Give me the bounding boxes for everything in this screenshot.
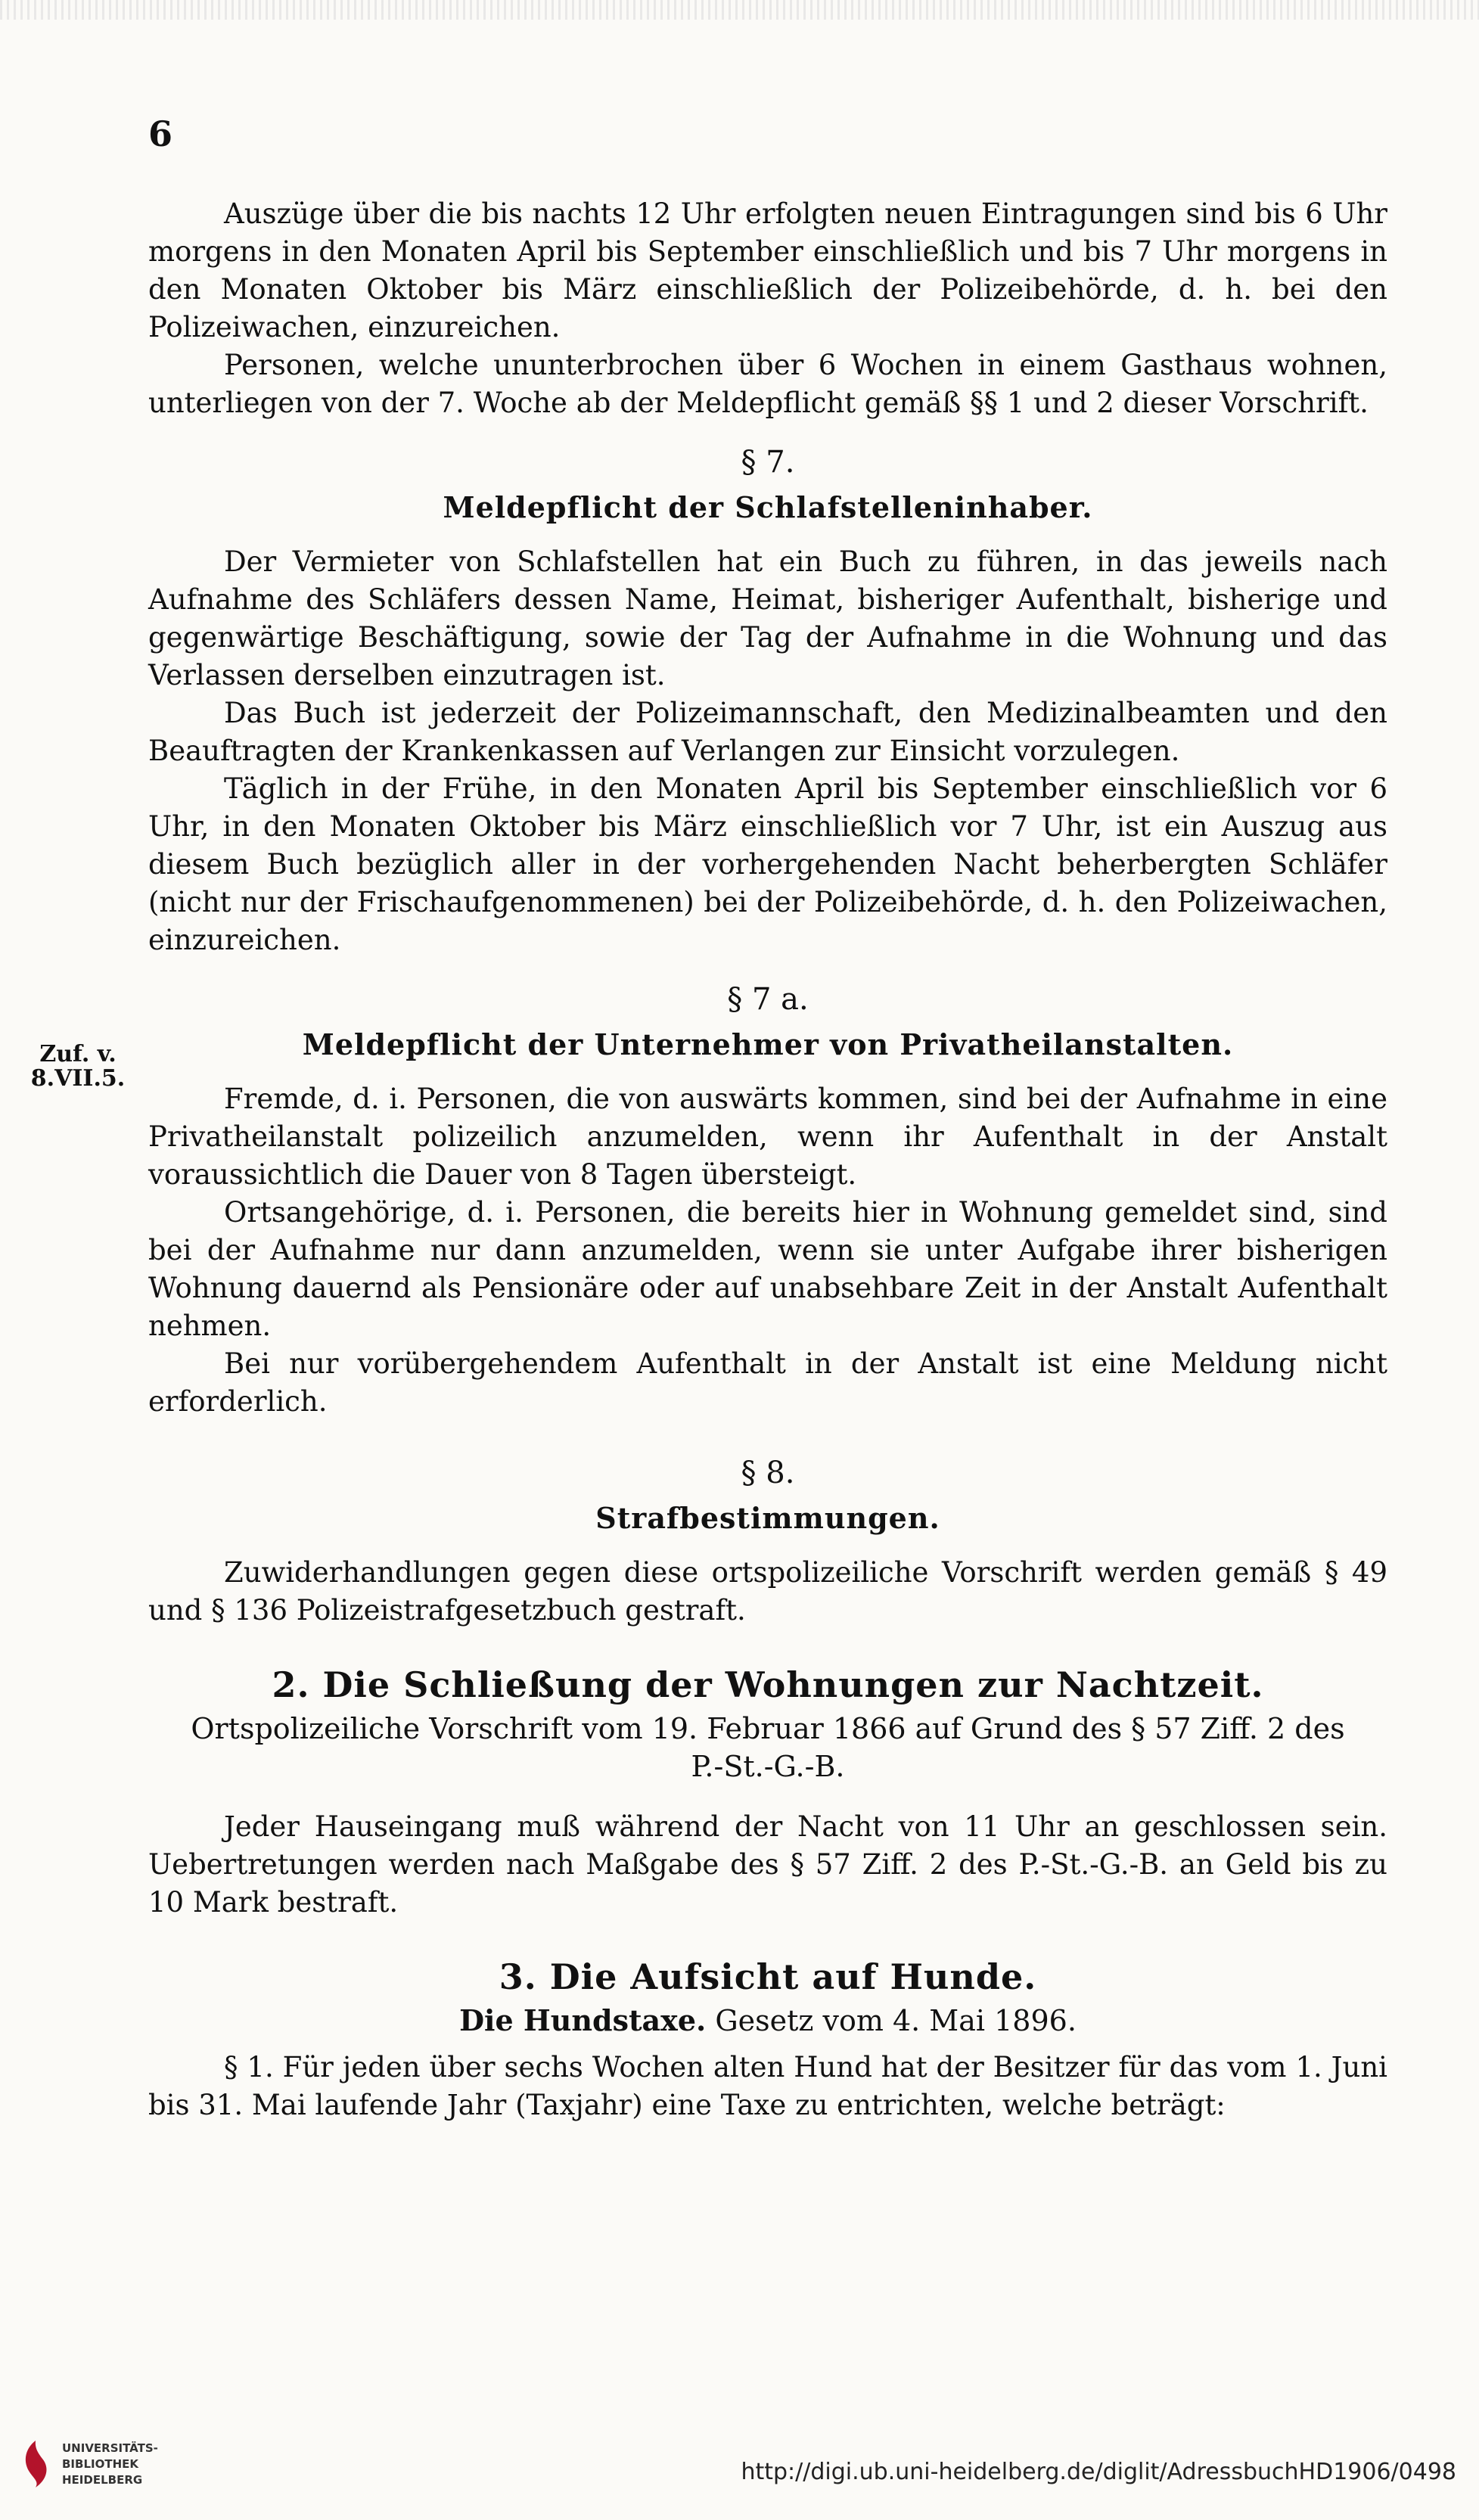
chapter-heading: 2. Die Schließung der Wohnungen zur Nachtzeit. [272,1664,1264,1705]
paragraph: Bei nur vorübergehendem Aufenthalt in der Anstalt ist eine Meldung nicht erforderlich. [148,1347,1387,1418]
section-number: § 7 a. [727,982,809,1017]
section-number: § 7. [741,445,795,480]
spacer [148,1785,1387,1808]
source-url[interactable]: http://digi.ub.uni-heidelberg.de/diglit/AdressbuchHD1906/0498 [741,2459,1456,2485]
library-name [62,2441,158,2488]
section-heading: Meldepflicht der Schlafstelleninhaber. [443,490,1093,524]
margin-note [14,1042,142,1091]
paragraph: § 1. Für jeden über sechs Wochen alten Hund hat der Besitzer für das vom 1. Juni bis 31. Mai laufende Jahr (Taxjahr) eine Taxe zu entrichten, welche beträgt: [148,2051,1387,2121]
library-name-line: HEIDELBERG [62,2473,143,2487]
paragraph: Jeder Hauseingang muß während der Nacht von 11 Uhr an geschlossen sein. Uebertretungen werden nach Maßgabe des § 57 Ziff. 2 des P.-St.-G.-B. an Geld bis zu 10 Mark bestraft. [148,1810,1387,1919]
paragraph: Fremde, d. i. Personen, die von auswärts kommen, sind bei der Aufnahme in eine Privatheilanstalt polizeilich anzumelden, wenn ihr Aufenthalt in der Anstalt voraussichtlich die Dauer von 8 Tagen übersteigt. [148,1083,1387,1191]
paragraph: Täglich in der Frühe, in den Monaten April bis September einschließlich vor 6 Uhr, in den Monaten Oktober bis März einschließlich vor 7 Uhr, ist ein Auszug aus diesem Buch bezüglich aller in der vorhergehenden Nacht beherbergten Schläfer (nicht nur der Frischaufgenommenen) bei der Polizeibehörde, d. h. den Polizeiwachen, einzureichen. [148,772,1387,956]
library-name-line: UNIVERSITÄTS- [62,2441,158,2455]
paragraph: Das Buch ist jederzeit der Polizeimannschaft, den Medizinalbeamten und den Beauftragten der Krankenkassen auf Verlangen zur Einsicht vorzulegen. [148,697,1387,767]
chapter-heading: 3. Die Aufsicht auf Hunde. [499,1956,1037,1997]
chapter-subtitle: Ortspolizeiliche Vorschrift vom 19. Februar 1866 auf Grund des § 57 Ziff. 2 des [191,1712,1345,1745]
section-heading: Meldepflicht der Unternehmer von Privatheilanstalten. [302,1027,1234,1061]
subtitle-bold: Die Hundstaxe. [459,2003,707,2037]
paragraph: Personen, welche ununterbrochen über 6 Wochen in einem Gasthaus wohnen, unterliegen von der 7. Woche ab der Meldepflicht gemäß §§ 1 und 2 dieser Vorschrift. [148,349,1387,419]
page-number: 6 [148,113,173,154]
spacer [148,2040,1387,2049]
paragraph: Zuwiderhandlungen gegen diese ortspolizeiliche Vorschrift werden gemäß § 49 und § 136 Polizeistrafgesetzbuch gestraft. [148,1556,1387,1627]
paragraph: Auszüge über die bis nachts 12 Uhr erfolgten neuen Eintragungen sind bis 6 Uhr morgens in den Monaten April bis September einschließlich und bis 7 Uhr morgens in den Monaten Oktober bis März einschließlich der Polizeibehörde, d. h. bei den Polizeiwachen, einzureichen. [148,197,1387,343]
library-name-line: BIBLIOTHEK [62,2457,138,2471]
section-number: § 8. [741,1456,795,1490]
chapter-subtitle [148,2002,1387,2040]
paragraph: Der Vermieter von Schlafstellen hat ein Buch zu führen, in das jeweils nach Aufnahme des Schläfers dessen Name, Heimat, bisheriger Aufenthalt, bisherige und gegenwärtige Beschäftigung, sowie der Tag der Aufnahme in die Wohnung und das Verlassen derselben einzutragen ist. [148,545,1387,691]
scan-top-edge [0,0,1479,20]
margin-note-line: Zuf. v. [39,1041,117,1067]
chapter-subtitle: P.-St.-G.-B. [691,1750,845,1783]
page-body [148,195,1387,2124]
paragraph: Ortsangehörige, d. i. Personen, die bereits hier in Wohnung gemeldet sind, sind bei der Aufnahme nur dann anzumelden, wenn sie unter Aufgabe ihrer bisherigen Wohnung dauernd als Pensionäre oder auf unabsehbare Zeit in der Anstalt Aufenthalt nehmen. [148,1196,1387,1342]
margin-note-line: 8.VII.5. [30,1065,126,1092]
subtitle-rest: Gesetz vom 4. Mai 1896. [706,2004,1077,2037]
section-heading: Strafbestimmungen. [595,1501,940,1535]
footer [0,2406,1479,2520]
library-logo-icon [17,2438,54,2490]
